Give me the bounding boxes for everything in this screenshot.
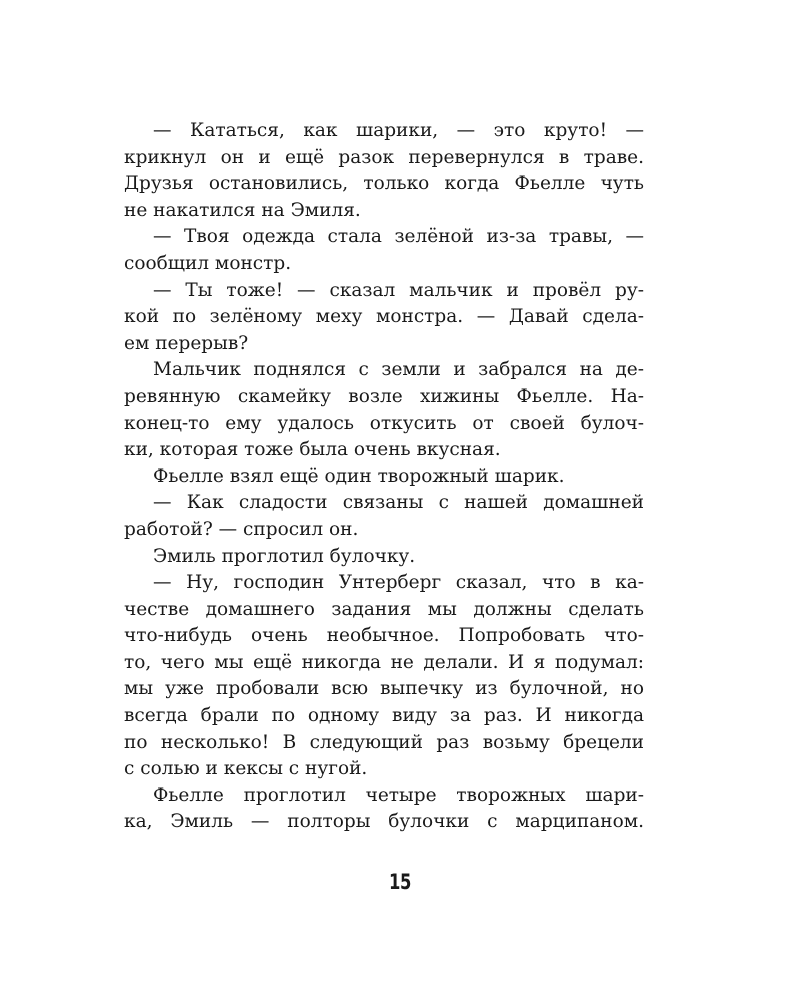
text-line: Мальчик поднялся с земли и забрался на де- <box>153 359 644 381</box>
paragraph <box>124 544 644 571</box>
text-line: всегда брали по одному виду за раз. И никогда <box>124 705 644 727</box>
text-line: ка, Эмиль — полторы булочки с марципаном. <box>124 811 644 833</box>
text-line: не накатился на Эмиля. <box>124 199 361 221</box>
text-line: — Кататься, как шарики, — это круто! — <box>153 120 644 141</box>
text-line: Друзья остановились, только когда Фьелле чуть <box>124 173 644 195</box>
text-line: ем перерыв? <box>124 332 249 354</box>
text-line: честве домашнего задания мы должны сделать <box>124 598 644 620</box>
text-line: конец-то ему удалось откусить от своей булоч- <box>124 412 644 434</box>
text-line: крикнул он и ещё разок перевернулся в траве. <box>124 146 644 168</box>
text-line: по несколько! В следующий раз возьму брецели <box>124 731 644 753</box>
page-number: 15 <box>388 870 412 894</box>
paragraph <box>124 783 644 836</box>
text-line: — Ты тоже! — сказал мальчик и провёл ру- <box>153 279 644 301</box>
page-body <box>124 118 644 836</box>
paragraph <box>124 357 644 463</box>
text-line: что-нибудь очень необычное. Попробовать что- <box>124 625 644 647</box>
text-line: работой? — спросил он. <box>124 518 359 540</box>
text-line: сообщил монстр. <box>124 252 292 274</box>
text-line: ки, которая тоже была очень вкусная. <box>124 439 501 461</box>
text-line: — Ну, господин Унтерберг сказал, что в ка- <box>153 572 644 594</box>
text-line: Фьелле взял ещё один творожный шарик. <box>153 465 565 487</box>
paragraph <box>124 464 644 491</box>
text-line: Эмиль проглотил булочку. <box>153 545 416 567</box>
text-line: — Как сладости связаны с нашей домашней <box>153 492 644 514</box>
text-line: кой по зелёному меху монстра. — Давай сдела- <box>124 306 644 328</box>
paragraph <box>124 224 644 277</box>
text-line: — Твоя одежда стала зелёной из-за травы, — <box>153 226 644 248</box>
paragraph <box>124 490 644 543</box>
paragraph <box>124 118 644 224</box>
paragraph <box>124 278 644 358</box>
text-line: Фьелле проглотил четыре творожных шари- <box>153 784 644 806</box>
text-line: то, чего мы ещё никогда не делали. И я подумал: <box>124 651 644 673</box>
text-line: мы уже пробовали всю выпечку из булочной, но <box>124 678 644 700</box>
text-line: с солью и кексы с нугой. <box>124 758 368 780</box>
text-line: ревянную скамейку возле хижины Фьелле. На- <box>124 385 644 407</box>
paragraph <box>124 570 644 783</box>
